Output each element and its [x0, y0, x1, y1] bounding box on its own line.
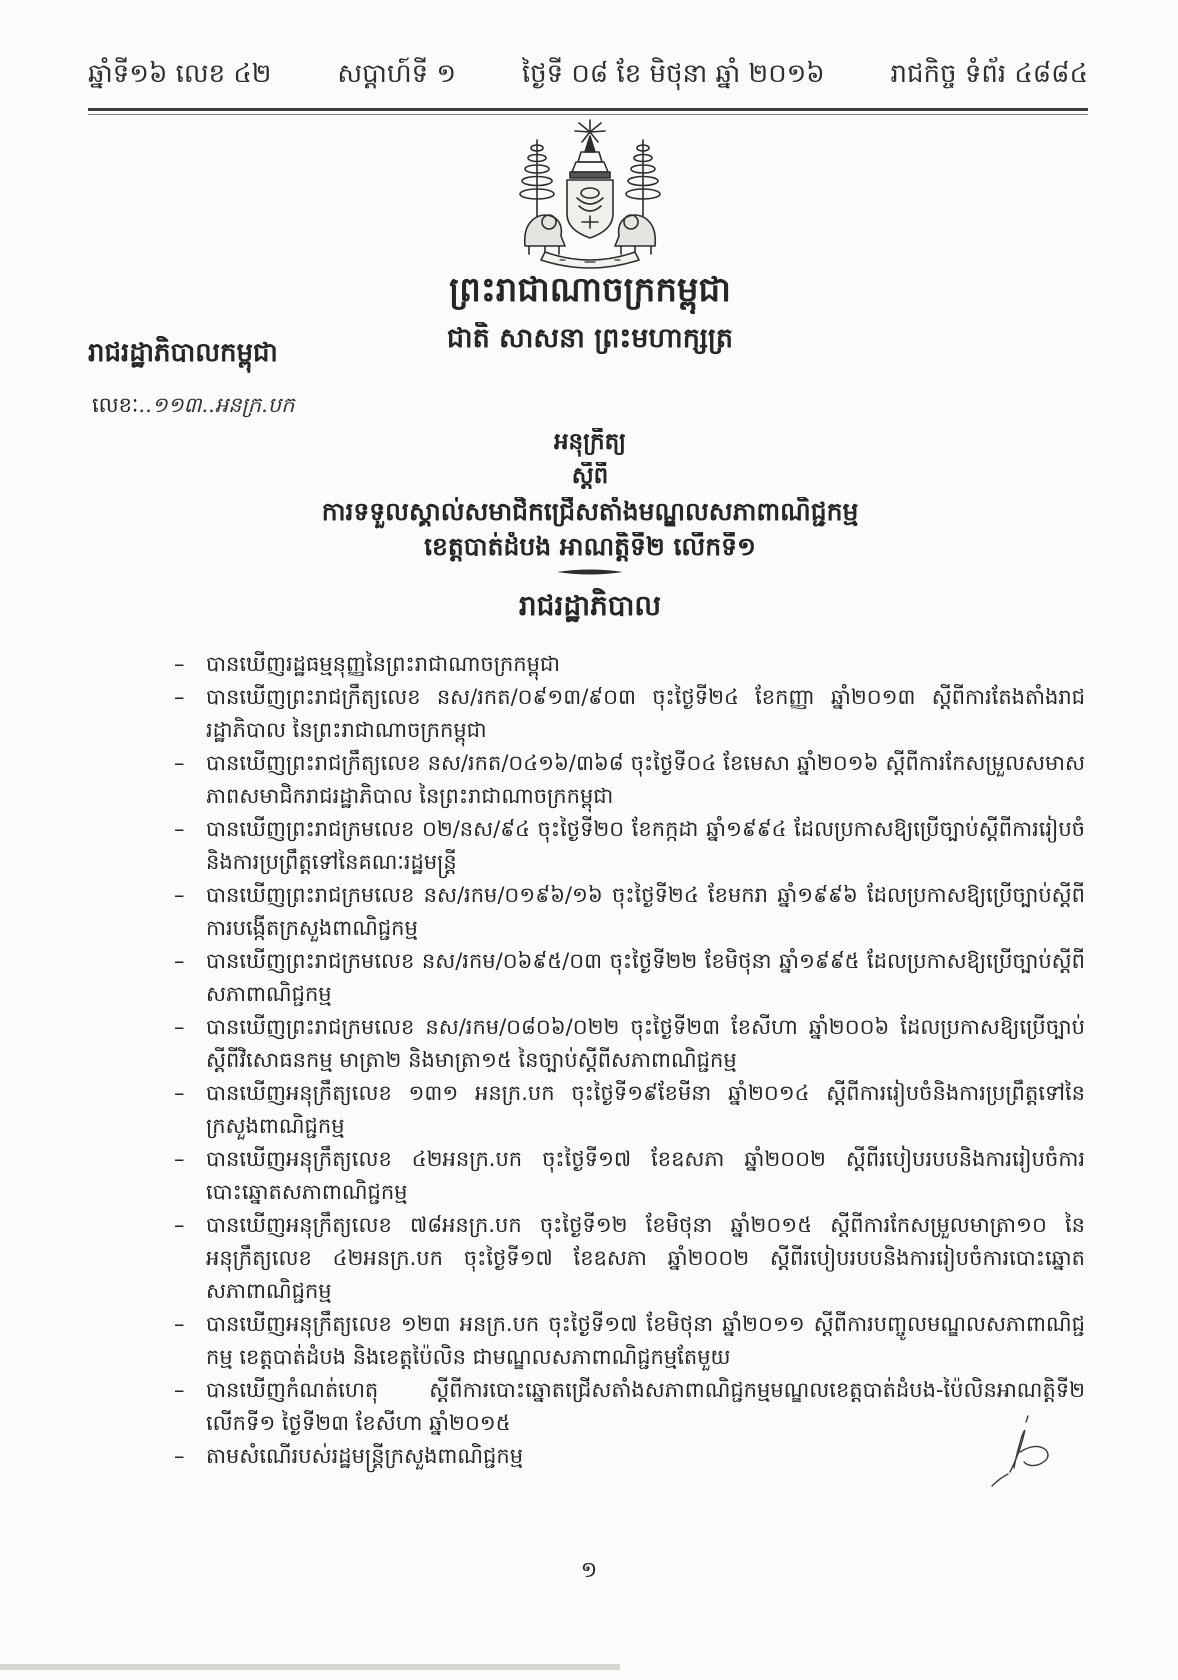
recital-item: – បានឃើញអនុក្រឹត្យលេខ ១២៣ អនក្រ.បក ចុះថ្ងៃទី១៧ ខែមិថុនា ឆ្នាំ២០១១ ស្តីពីការបញ្ចូលមណ្ឌលសភាពាណិជ្ជកម្ម ខេត្តបាត់ដំបង និងខេត្តប៉ៃលិន ជាមណ្ឌលសភាពាណិជ្ជកម្មតែមួយ — [170, 1308, 1085, 1374]
decree-subject-line-1: ការទទួលស្គាល់សមាជិកជ្រើសតាំងមណ្ឌលសភាពាណិជ្ជកម្ម — [321, 497, 859, 526]
recital-item: – បានឃើញព្រះរាជក្រមលេខ នស/រកម/០១៩៦/១៦ ចុះថ្ងៃទី២៤ ខែមករា ឆ្នាំ១៩៩៦ ដែលប្រកាសឱ្យប្រើច្បាប់ស្តីពីការបង្កើតក្រសួងពាណិជ្ជកម្ម — [170, 879, 1085, 945]
emblem-banner — [541, 252, 639, 268]
royal-coat-of-arms — [505, 118, 675, 270]
recital-item: – បានឃើញព្រះរាជក្រមលេខ នស/រកម/០៨០៦/០២២ ចុះថ្ងៃទី២៣ ខែសីហា ឆ្នាំ២០០៦ ដែលប្រកាសឱ្យប្រើច្បាប់ស្តីពីវិសោធនកម្ម មាត្រា២ និងមាត្រា១៥ នៃច្បាប់ស្តីពីសភាពាណិជ្ជកម្ម — [170, 1011, 1085, 1077]
scan-edge-shadow — [0, 1664, 620, 1670]
header-year-issue: ឆ្នាំទី១៦ លេខ ៤២ — [88, 59, 272, 89]
page-number: ១ — [580, 1558, 598, 1583]
emblem-shield — [567, 180, 613, 238]
kingdom-name: ព្រះរាជាណាចក្រកម្ពុជា — [449, 270, 731, 310]
header-gazette-page: រាជកិច្ច ទំព័រ ៤៨៨៤ — [890, 59, 1088, 89]
gazette-header — [88, 54, 1088, 98]
title-separator — [555, 566, 625, 578]
emblem-crown — [570, 136, 610, 178]
recital-item: – បានឃើញព្រះរាជក្រឹត្យលេខ នស/រកត/០៤១៦/៣៦៨ ចុះថ្ងៃទី០៤ ខែមេសា ឆ្នាំ២០១៦ ស្តីពីការកែសម្រួលសមាសភាពសមាជិករាជរដ្ឋាភិបាល នៃព្រះរាជាណាចក្រកម្ពុជា — [170, 747, 1085, 813]
header-date: ថ្ងៃទី ០៨ ខែ មិថុនា ឆ្នាំ ២០១៦ — [521, 59, 825, 89]
recital-item: – បានឃើញអនុក្រឹត្យលេខ ១៣១ អនក្រ.បក ចុះថ្ងៃទី១៩ខែមីនា ឆ្នាំ២០១៤ ស្តីពីការរៀបចំនិងការប្រព្រឹត្តទៅនៃក្រសួងពាណិជ្ជកម្ម — [170, 1077, 1085, 1143]
header-week: សប្តាហ៍ទី ១ — [337, 59, 457, 89]
reference-number-value: ..១១៣..អនក្រ.បក — [138, 393, 295, 417]
recital-item: – បានឃើញកំណត់ហេតុ ស្តីពីការបោះឆ្នោតជ្រើសតាំងសភាពាណិជ្ជកម្មមណ្ឌលខេត្តបាត់ដំបង-ប៉ៃលិនអាណត្តិទី២ លើកទី១ ថ្ងៃទី២៣ ខែសីហា ឆ្នាំ២០១៥ — [170, 1374, 1085, 1440]
decree-subject-line-2: ខេត្តបាត់ដំបង អាណត្តិទី២ លើកទី១ — [424, 532, 756, 561]
recital-item: – បានឃើញព្រះរាជក្រមលេខ នស/រកម/០៦៩៥/០៣ ចុះថ្ងៃទី២២ ខែមិថុនា ឆ្នាំ១៩៩៥ ដែលប្រកាសឱ្យប្រើច្បាប់ស្តីពីសភាពាណិជ្ជកម្ម — [170, 945, 1085, 1011]
recital-item: – បានឃើញព្រះរាជក្រឹត្យលេខ នស/រកត/០៩១៣/៩០៣ ចុះថ្ងៃទី២៤ ខែកញ្ញា ឆ្នាំ២០១៣ ស្តីពីការតែងតាំងរាជរដ្ឋាភិបាល នៃព្រះរាជាណាចក្រកម្ពុជា — [170, 681, 1085, 747]
reference-number — [92, 392, 412, 426]
emblem-lion-right — [615, 215, 655, 254]
issuing-authority: រាជរដ្ឋាភិបាលកម្ពុជា — [88, 338, 278, 368]
emblem-lion-left — [525, 215, 565, 254]
recital-item: – តាមសំណើរបស់រដ្ឋមន្ត្រីក្រសួងពាណិជ្ជកម្ម — [170, 1440, 1085, 1473]
national-motto: ជាតិ សាសនា ព្រះមហាក្សត្រ — [446, 323, 734, 354]
reference-number-label: លេខៈ — [92, 393, 139, 417]
decree-regarding: ស្តីពី — [571, 463, 609, 489]
header-rule — [88, 108, 1088, 111]
decree-type: អនុក្រឹត្យ — [553, 429, 627, 455]
header-rule-thin — [88, 114, 1088, 115]
recitals-list — [170, 648, 1085, 1478]
government-authority: រាជរដ្ឋាភិបាល — [518, 589, 662, 622]
recital-item: – បានឃើញព្រះរាជក្រមលេខ ០២/នស/៩៤ ចុះថ្ងៃទី២០ ខែកក្កដា ឆ្នាំ១៩៩៤ ដែលប្រកាសឱ្យប្រើច្បាប់ស្តីពីការរៀបចំនិងការប្រព្រឹត្តទៅនៃគណៈរដ្ឋមន្ត្រី — [170, 813, 1085, 879]
signature-initials — [980, 1412, 1070, 1492]
recital-item: – បានឃើញអនុក្រឹត្យលេខ ៤២អនក្រ.បក ចុះថ្ងៃទី១៧ ខែឧសភា ឆ្នាំ២០០២ ស្តីពីរបៀបរបបនិងការរៀបចំការបោះឆ្នោតសភាពាណិជ្ជកម្ម — [170, 1143, 1085, 1209]
recital-item: – បានឃើញរដ្ឋធម្មនុញ្ញនៃព្រះរាជាណាចក្រកម្ពុជា — [170, 648, 1085, 681]
recital-item: – បានឃើញអនុក្រឹត្យលេខ ៧៨អនក្រ.បក ចុះថ្ងៃទី១២ ខែមិថុនា ឆ្នាំ២០១៥ ស្តីពីការកែសម្រួលមាត្រា១០ នៃអនុក្រឹត្យលេខ ៤២អនក្រ.បក ចុះថ្ងៃទី១៧ ខែឧសភា ឆ្នាំ២០០២ ស្តីពីរបៀបរបបនិងការរៀបចំការបោះឆ្នោតសភាពាណិជ្ជកម្ម — [170, 1209, 1085, 1308]
